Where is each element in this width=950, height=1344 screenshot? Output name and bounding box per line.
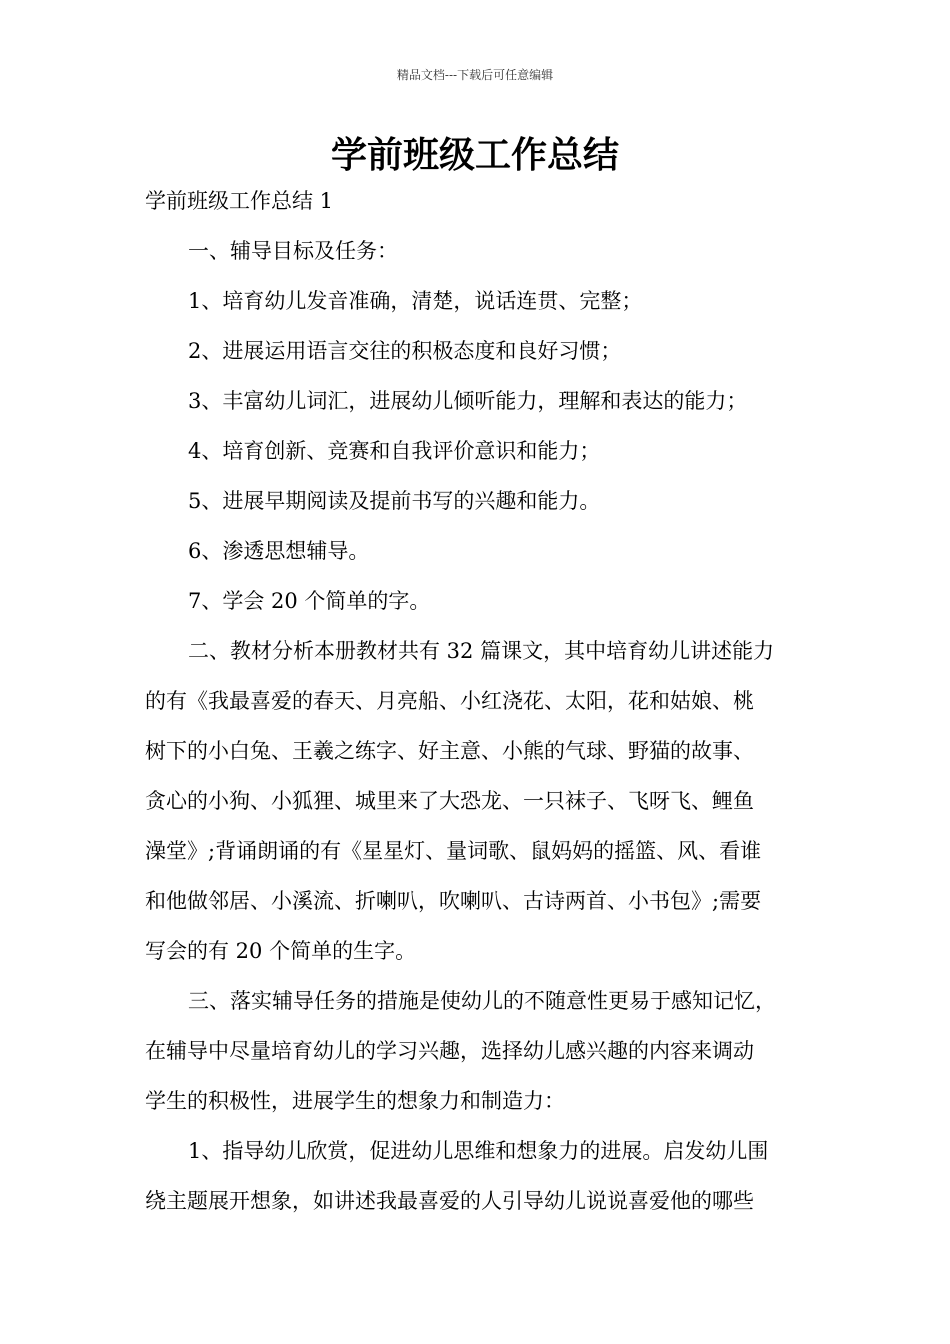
goal-item: 7、学会 20 个简单的字。 [188, 589, 431, 613]
section3-line: 三、落实辅导任务的措施是使幼儿的不随意性更易于感知记忆， [188, 989, 776, 1013]
document-subtitle: 学前班级工作总结 1 [145, 189, 334, 213]
goal-item: 3、丰富幼儿词汇，进展幼儿倾听能力，理解和表达的能力； [188, 389, 748, 413]
goal-item: 6、渗透思想辅导。 [188, 539, 370, 563]
page-header: 精品文档---下载后可任意编辑 [396, 68, 554, 82]
goal-item: 4、培育创新、竞赛和自我评价意识和能力； [188, 439, 601, 463]
section1-heading: 一、辅导目标及任务： [188, 239, 398, 263]
section2-line: 澡堂》;背诵朗诵的有《星星灯、量词歌、鼠妈妈的摇篮、风、看谁 [145, 839, 762, 863]
document-title: 学前班级工作总结 [330, 135, 619, 176]
section2-line: 二、教材分析本册教材共有 32 篇课文，其中培育幼儿讲述能力 [188, 639, 775, 663]
section3-line: 绕主题展开想象，如讲述我最喜爱的人引导幼儿说说喜爱他的哪些 [145, 1189, 754, 1213]
goal-item: 2、进展运用语言交往的积极态度和良好习惯； [188, 339, 622, 363]
section2-line: 和他做邻居、小溪流、折喇叭，吹喇叭、古诗两首、小书包》;需要 [145, 889, 762, 913]
section2-line: 贪心的小狗、小狐狸、城里来了大恐龙、一只袜子、飞呀飞、鲤鱼 [145, 789, 754, 813]
goal-item: 5、进展早期阅读及提前书写的兴趣和能力。 [188, 489, 601, 513]
goal-item: 1、培育幼儿发音准确，清楚，说话连贯、完整； [188, 289, 643, 313]
section3-line: 在辅导中尽量培育幼儿的学习兴趣，选择幼儿感兴趣的内容来调动 [145, 1039, 754, 1063]
section2-line: 树下的小白兔、王羲之练字、好主意、小熊的气球、野猫的故事、 [145, 739, 754, 763]
section2-line: 的有《我最喜爱的春天、月亮船、小红浇花、太阳，花和姑娘、桃 [145, 689, 754, 713]
section3-line: 学生的积极性，进展学生的想象力和制造力： [145, 1089, 565, 1113]
section2-line: 写会的有 20 个简单的生字。 [145, 939, 417, 963]
section3-line: 1、指导幼儿欣赏，促进幼儿思维和想象力的进展。启发幼儿围 [188, 1139, 769, 1163]
